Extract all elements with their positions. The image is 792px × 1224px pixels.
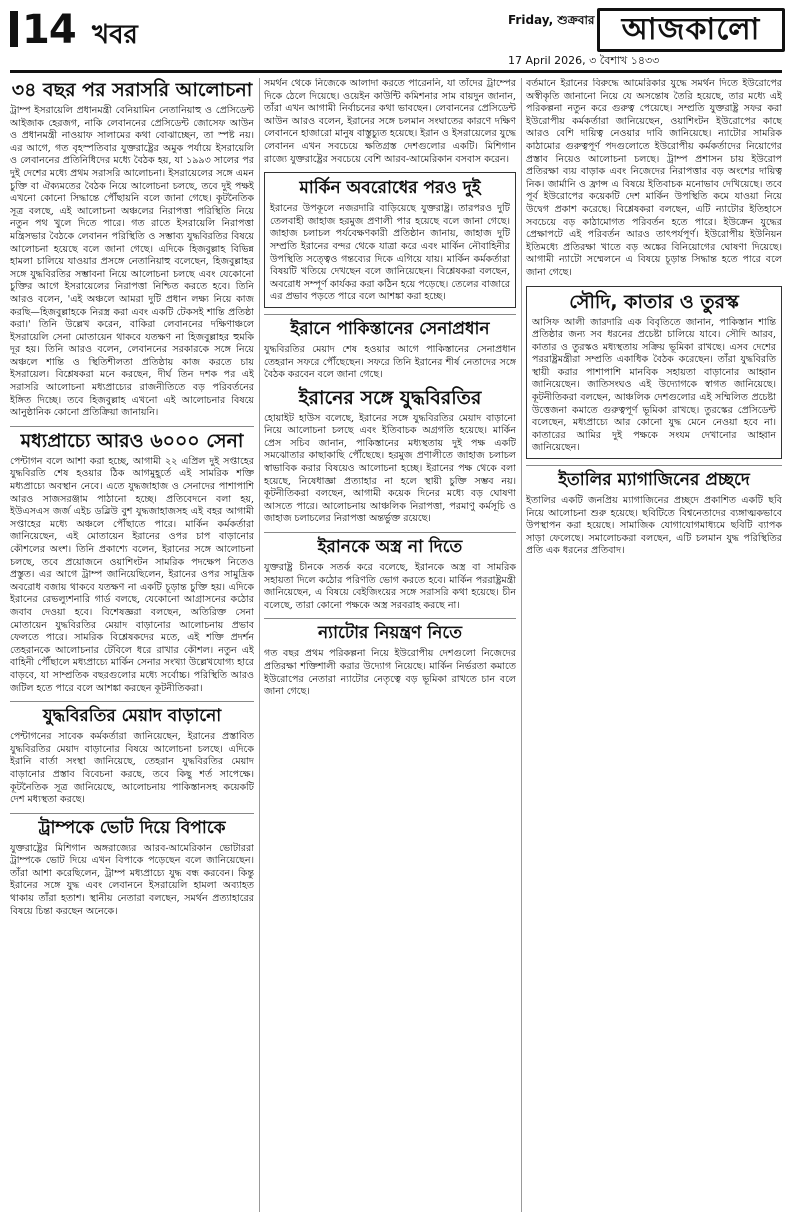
article-trump-voters <box>10 813 254 919</box>
page-number <box>10 8 76 52</box>
article-headline: ইতালির ম্যাগাজিনের প্রচ্ছদে <box>558 470 750 491</box>
article-headline: ইরানকে অস্ত্র না দিতে <box>317 537 463 558</box>
article-body: সমর্থন থেকে নিজেকে আলাদা করতে পারেননি, যা তাঁদের ট্রাম্পের দিকে ঠেলে দিয়েছে। ওয়েইন কাউন্টি কমিশনার সাম বায়দুন জানান, তাঁরা এখন আগামী নির্বাচনের কথা ভাবছেন। লেবাননের প্রেসিডেন্ট আউন আরও বলেন, ইরানের সঙ্গে চলমান সংঘাতের কারণে দক্ষিণ লেবাননে হাজারো মানুষ বাস্তুচ্যুত হয়েছে। ইরান ও ইসরায়েলের যুদ্ধে লেবানন এখন সবচেয়ে ক্ষতিগ্রস্ত দেশগুলোর একটি। মিশিগান রাজ্যে যুক্তরাষ্ট্রের সবচেয়ে বেশি আরব-আমেরিকান বসবাস করেন। <box>264 78 516 165</box>
article-continuation <box>264 78 516 166</box>
article-body: পেন্টাগন বলে আশা করা হচ্ছে, আগামী ২২ এপ্রিল দুই সপ্তাহের যুদ্ধবিরতি শেষ হওয়ার ঠিক আগমুহূর্তে এই সামরিক শক্তি মধ্যপ্রাচ্যে অবস্থান নেবে। এতে যুদ্ধজাহাজ ও সেনাদের পাশাপাশি আরও সাজসরঞ্জাম পাঠানো হচ্ছে। প্রতিবেদনে বলা হয়, ইউএসএস জর্জ এইচ ডব্লিউ বুশ যুদ্ধজাহাজসহ এই বহর আগামী সপ্তাহের মধ্যে অঞ্চলে পৌঁছাতে পারে। মার্কিন কর্মকর্তারা জানিয়েছেন, এই মোতায়েন ইরানের ওপর চাপ বাড়ানোর কৌশলের অংশ। তিনি প্রকাশ্যে বলেন, ইরানের সঙ্গে আলোচনা চলছে, তবে প্রয়োজনে ওয়াশিংটন সামরিক পদক্ষেপ নিতেও প্রস্তুত। এর আগে ট্রাম্প জানিয়েছিলেন, ইরানের ওপর সামুদ্রিক অবরোধ বজায় থাকবে যতক্ষণ না একটি চূড়ান্ত চুক্তি হয়। এদিকে ইরানের রেভল্যুশনারি গার্ড বলছে, যেকোনো আগ্রাসনের কঠোর জবাব দেওয়া হবে। বিশেষজ্ঞরা বলছেন, অতিরিক্ত সেনা মোতায়েন যুদ্ধবিরতির মেয়াদ বাড়ানোর আলোচনায় প্রভাব ফেলতে পারে। সামরিক বিশ্লেষকদের মতে, এই শক্তি প্রদর্শন তেহরানকে আলোচনার টেবিলে ধরে রাখার কৌশল। নতুন এই বাহিনী পৌঁছালে মধ্যপ্রাচ্যে মার্কিন সেনার সংখ্যা উল্লেখযোগ্য হারে বাড়বে, যা সাম্প্রতিক বছরগুলোর মধ্যে সর্বোচ্চ। পরিস্থিতি আরও জটিল হতে পারে বলে আশঙ্কা করছেন কূটনীতিকরা। <box>10 455 254 694</box>
column-divider <box>259 78 260 1212</box>
article-nato-control <box>264 618 516 698</box>
article-headline: মার্কিন অবরোধের পরও দুই <box>299 178 481 199</box>
article-headline: ইরানে পাকিস্তানের সেনাপ্রধান <box>290 318 490 339</box>
newspaper-logo: আজকালো <box>597 8 785 52</box>
article-headline: যুদ্ধবিরতির মেয়াদ বাড়ানো <box>42 706 222 727</box>
article-iran-ceasefire <box>264 388 516 526</box>
article-direct-talks <box>10 80 254 420</box>
column-1 <box>10 78 254 1212</box>
article-saudi-qatar-turkey <box>526 286 782 460</box>
article-body: পেন্টাগনের সাবেক কর্মকর্তারা জানিয়েছেন, ইরানের প্রস্তাবিত যুদ্ধবিরতির মেয়াদ বাড়ানোর বিষয়ে আলোচনা চলছে। এদিকে ইরানি বার্তা সংস্থা জানিয়েছে, তেহরান যুদ্ধবিরতির মেয়াদ বাড়ানোর প্রস্তাব বিবেচনা করছে, তবে কিছু শর্ত সাপেক্ষে। কূটনৈতিক সূত্র জানিয়েছে, আলোচনায় পাকিস্তানসহ কয়েকটি দেশ মধ্যস্থতা করছে। <box>10 731 254 806</box>
article-headline: মধ্যপ্রাচ্যে আরও ৬০০০ সেনা <box>20 429 244 452</box>
article-body: ইরানের উপকূলে নজরদারি বাড়িয়েছে যুক্তরাষ্ট্র। তারপরও দুটি তেলবাহী জাহাজ হরমুজ প্রণালী পার হয়েছে বলে জানা গেছে। জাহাজ চলাচল পর্যবেক্ষণকারী প্রতিষ্ঠান জানায়, জাহাজ দুটি সম্প্রতি ইরানের বন্দর থেকে যাত্রা করে এবং মার্কিন নৌবাহিনীর উপস্থিতি সত্ত্বেও গন্তব্যের দিকে এগিয়ে যায়। মার্কিন কর্মকর্তারা বিষয়টি খতিয়ে দেখছেন বলে জানিয়েছেন। বিশ্লেষকরা বলছেন, অবরোধ সম্পূর্ণ কার্যকর করা কঠিন হয়ে পড়েছে। তেলের বাজারে এর প্রভাব পড়তে পারে বলে আশঙ্কা করা হচ্ছে। <box>270 203 510 303</box>
article-headline: ইরানের সঙ্গে যুদ্ধবিরতির <box>298 386 482 409</box>
article-body: যুক্তরাষ্ট্রের মিশিগান অঙ্গরাজ্যের আরব-আমেরিকান ভোটাররা ট্রাম্পকে ভোট দিয়ে এখন বিপাকে পড়েছেন বলে জানিয়েছেন। তাঁরা আশা করেছিলেন, ট্রাম্প মধ্যপ্রাচ্যে যুদ্ধ বন্ধ করবেন। কিন্তু ইরানের সঙ্গে যুদ্ধ এবং লেবাননে ইসরায়েলি হামলা অব্যাহত থাকায় তাঁরা হতাশ। স্থানীয় নেতারা বলছেন, সমর্থন প্রত্যাহারের বিষয়ে চিন্তা করছেন অনেকে। <box>10 842 254 917</box>
masthead <box>0 0 792 72</box>
article-pakistan-army-chief <box>264 314 516 382</box>
article-continuation <box>526 78 782 280</box>
column-divider <box>521 78 522 1212</box>
article-more-troops <box>10 426 254 695</box>
article-body: গত বছর প্রথম পরিকল্পনা নিয়ে ইউরোপীয় দেশগুলো নিজেদের প্রতিরক্ষা শক্তিশালী করার উদ্যোগ নিয়েছে। মার্কিন নির্ভরতা কমাতে ইউরোপের নেতারা ন্যাটোর নেতৃত্বে বড় ভূমিকা রাখতে চান বলে জানা গেছে। <box>264 648 516 698</box>
article-body: ট্রাম্প ইসরায়েলি প্রধানমন্ত্রী বেনিয়ামিন নেতানিয়াহু ও প্রেসিডেন্ট আইজাক হেরজগ, নাকি লেবাননের প্রেসিডেন্ট জোসেফ আউন ও প্রধানমন্ত্রী নাওয়াফ সালামের কথা বোঝাচ্ছেন, তা স্পষ্ট নয়। এর আগে, গত বৃহস্পতিবার যুক্তরাষ্ট্রের অমুক পর্যায়ে ইসরায়েলি ও লেবাননের প্রতিনিধিদের মধ্যে বৈঠক হয়, যা ১৯৯৩ সালের পর দুই দেশের মধ্যে প্রথম সরাসরি আলোচনা। ইসরায়েলের সঙ্গে এমন চুক্তি বা ঐক্যমতের বৈঠক নিয়ে আলোচনা চলছে, তবে দুই পক্ষই এখনো কোনো সিদ্ধান্তে পৌঁছায়নি বলে জানা গেছে। কূটনৈতিক সূত্র বলছে, এই আলোচনা অঞ্চলের নিরাপত্তা পরিস্থিতি নিয়ে নতুন পথ খুলে দিতে পারে। গত রাতে ইসরায়েলি নিরাপত্তা মন্ত্রিসভার বৈঠকে লেবানন পরিস্থিতি ও সম্ভাব্য যুদ্ধবিরতির বিষয়ে আলোচনা হয়েছে বলে জানা গেছে। এদিকে হিজবুল্লাহ বিভিন্ন হামলা চালিয়ে যাওয়ার প্রসঙ্গে নেতানিয়াহু বলেছেন, হিজবুল্লাহর সঙ্গে যুদ্ধবিরতির সম্ভাবনা নিয়ে আলোচনা চলছে এবং যেকোনো চুক্তির আগে ইসরায়েলের নিরাপত্তা নিশ্চিত করতে হবে। তিনি আরও বলেন, 'এই অঞ্চলে আমরা দুটি প্রধান লক্ষ্য নিয়ে কাজ করছি—হিজবুল্লাহকে নিরস্ত্র করা এবং একটি টেকসই শান্তি প্রতিষ্ঠা করা।' তিনি উল্লেখ করেন, বাকিরা লেবাননের দক্ষিণাঞ্চলে ইসরায়েলি সেনা মোতায়েন থাকবে যতক্ষণ না হিজবুল্লাহর হুমকি দূর হয়। তিনি আরও বলেন, লেবাননের সরকারকে সঙ্গে নিয়ে অঞ্চলে শান্তি ও স্থিতিশীলতা প্রতিষ্ঠায় কাজ করতে চায় ইসরায়েল। বিশ্লেষকরা মনে করছেন, দীর্ঘ তিন দশক পর এই সরাসরি আলোচনা মধ্যপ্রাচ্যের রাজনীতিতে বড় পরিবর্তনের ইঙ্গিত দিচ্ছে। তবে হিজবুল্লাহ এখনো এই আলোচনার বিষয়ে আনুষ্ঠানিক কোনো প্রতিক্রিয়া জানায়নি। <box>10 105 254 419</box>
column-3 <box>526 78 782 1212</box>
masthead-rule <box>10 70 782 73</box>
section-name: খবর <box>92 20 138 50</box>
article-body: যুক্তরাষ্ট্র চীনকে সতর্ক করে বলেছে, ইরানকে অস্ত্র বা সামরিক সহায়তা দিলে কঠোর পরিণতি ভোগ করতে হবে। মার্কিন পররাষ্ট্রমন্ত্রী জানিয়েছেন, এ বিষয়ে বেইজিংয়ের সঙ্গে সরাসরি কথা হয়েছে। চীন বলেছে, তারা কোনো পক্ষকে অস্ত্র সরবরাহ করছে না। <box>264 562 516 611</box>
article-headline: সৌদি, কাতার ও তুরস্ক <box>569 290 739 313</box>
article-ceasefire-extension <box>10 701 254 807</box>
article-body: আসিফ আলী জারদারি এক বিবৃতিতে জানান, পাকিস্তান শান্তি প্রতিষ্ঠার জন্য সব ধরনের প্রচেষ্টা চালিয়ে যাবে। সৌদি আরব, কাতার ও তুরস্কও মধ্যস্থতায় সক্রিয় ভূমিকা রাখছে। এসব দেশের পররাষ্ট্রমন্ত্রীরা সম্প্রতি একাধিক বৈঠক করেছেন। তাঁরা যুদ্ধবিরতি স্থায়ী করার পাশাপাশি মানবিক সহায়তা বাড়ানোর আহ্বান জানিয়েছেন। জাতিসংঘও এই উদ্যোগকে স্বাগত জানিয়েছে। কূটনীতিকরা বলছেন, আঞ্চলিক দেশগুলোর এই সম্মিলিত প্রচেষ্টা উত্তেজনা কমাতে গুরুত্বপূর্ণ ভূমিকা রাখছে। তুরস্কের প্রেসিডেন্ট বলেছেন, মধ্যপ্রাচ্যে আর কোনো যুদ্ধ মেনে নেওয়া হবে না। কাতারের আমির দুই পক্ষকে সংযম দেখানোর আহ্বান জানিয়েছেন। <box>532 316 776 454</box>
weekday: Friday, শুক্রবার <box>508 13 595 27</box>
article-us-blockade <box>264 172 516 308</box>
article-body: ইতালির একটি জনপ্রিয় ম্যাগাজিনের প্রচ্ছদে প্রকাশিত একটি ছবি নিয়ে আলোচনা শুরু হয়েছে। ছবিটিতে বিশ্বনেতাদের ব্যঙ্গাত্মকভাবে উপস্থাপন করা হয়েছে। সামাজিক যোগাযোগমাধ্যমে ছবিটি ব্যাপক সাড়া ফেলেছে। সমালোচকরা বলছেন, এটি চলমান যুদ্ধ পরিস্থিতির প্রতি এক ধরনের প্রতিবাদ। <box>526 495 782 557</box>
issue-date: 17 April 2026, ৩ বৈশাখ ১৪৩৩ <box>508 54 660 67</box>
article-italian-magazine <box>526 465 782 558</box>
article-headline: ট্রাম্পকে ভোট দিয়ে বিপাকে <box>38 817 226 838</box>
article-body: যুদ্ধবিরতির মেয়াদ শেষ হওয়ার আগে পাকিস্তানের সেনাপ্রধান তেহরান সফরে পৌঁছেছেন। সফরে তিনি ইরানের শীর্ষ নেতাদের সঙ্গে বৈঠক করবেন বলে জানা গেছে। <box>264 343 516 381</box>
column-2 <box>264 78 516 1212</box>
article-headline: ৩৪ বছর পর সরাসরি আলোচনা <box>11 79 253 101</box>
article-body: হোয়াইট হাউস বলেছে, ইরানের সঙ্গে যুদ্ধবিরতির মেয়াদ বাড়ানো নিয়ে আলোচনা চলছে এবং ইতিবাচক অগ্রগতি হয়েছে। মার্কিন প্রেস সচিব জানান, পাকিস্তানের মধ্যস্থতায় দুই পক্ষ একটি সমঝোতার কাছাকাছি পৌঁছেছে। হরমুজ প্রণালীতে জাহাজ চলাচল স্বাভাবিক করার বিষয়েও আলোচনা হচ্ছে। ইরানের পক্ষ থেকে বলা হয়েছে, নিষেধাজ্ঞা প্রত্যাহার না হলে স্থায়ী চুক্তি সম্ভব নয়। কূটনীতিকরা বলছেন, আগামী কয়েক দিনের মধ্যে বড় ঘোষণা আসতে পারে। আলোচনায় আঞ্চলিক নিরাপত্তা, পরমাণু কর্মসূচি ও জাহাজ চলাচলের নিরাপত্তা অন্তর্ভুক্ত রয়েছে। <box>264 412 516 525</box>
page-number-text: 14 <box>22 7 76 53</box>
article-body: বর্তমানে ইরানের বিরুদ্ধে আমেরিকার যুদ্ধে সমর্থন দিতে ইউরোপের অস্বীকৃতি জানানো নিয়ে যে অসন্তোষ তৈরি হয়েছে, তার মধ্যে এই পরিকল্পনা নতুন করে গুরুত্ব পেয়েছে। সম্প্রতি যুক্তরাষ্ট্র সফর করা ইউরোপীয় কর্মকর্তারা জানিয়েছেন, ওয়াশিংটন ইউরোপের কাছে আরও বেশি দায়িত্ব নেওয়ার দাবি জানিয়েছে। ন্যাটোর সামরিক কাঠামোর গুরুত্বপূর্ণ পদগুলোতে ইউরোপীয় কর্মকর্তাদের নিয়োগের প্রস্তাব নিয়েও আলোচনা চলছে। ট্রাম্প প্রশাসন চায় ইউরোপ প্রতিরক্ষা ব্যয় বাড়াক এবং নিজেদের নিরাপত্তার বড় অংশের দায়িত্ব নিক। জার্মানি ও ফ্রান্স এ বিষয়ে ইতিবাচক মনোভাব দেখিয়েছে। তবে পূর্ব ইউরোপের কয়েকটি দেশ মার্কিন উপস্থিতি কমে যাওয়া নিয়ে উদ্বেগ প্রকাশ করেছে। বিশ্লেষকরা বলছেন, এটি ন্যাটোর ইতিহাসে সবচেয়ে বড় কাঠামোগত পরিবর্তন হতে পারে। ইউক্রেন যুদ্ধের প্রেক্ষাপটে এই পরিবর্তন আরও তাৎপর্যপূর্ণ। ইউরোপীয় ইউনিয়ন ইতিমধ্যে প্রতিরক্ষা খাতে বড় অঙ্কের বিনিয়োগের ঘোষণা দিয়েছে। আগামী ন্যাটো সম্মেলনে এ বিষয়ে চূড়ান্ত সিদ্ধান্ত হতে পারে বলে জানা গেছে। <box>526 78 782 278</box>
page-number-bar <box>10 11 18 47</box>
article-no-arms-iran <box>264 532 516 612</box>
article-headline: ন্যাটোর নিয়ন্ত্রণ নিতে <box>318 623 462 644</box>
